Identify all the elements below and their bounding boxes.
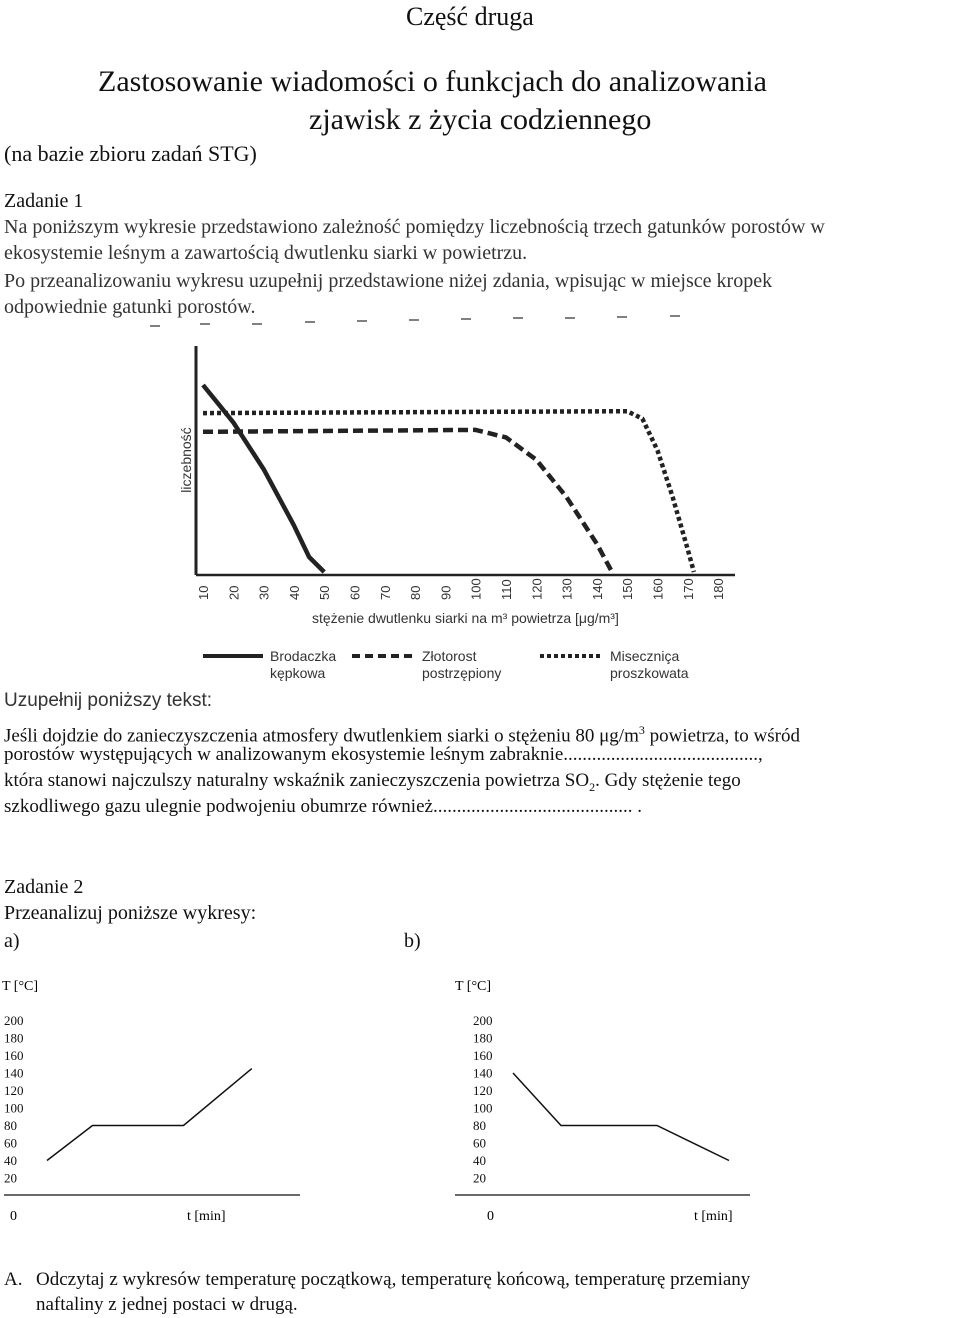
legend-label-1b: kępkowa xyxy=(270,665,326,681)
y-tick-label: 200 xyxy=(473,1013,493,1028)
y-tick-label: 40 xyxy=(4,1153,17,1168)
chart-a-xlabel: t [min] xyxy=(187,1209,226,1224)
legend-label-2a: Złotorost xyxy=(422,648,477,664)
x-tick-label: 110 xyxy=(499,579,514,600)
y-tick-label: 60 xyxy=(473,1135,486,1151)
temperature-line xyxy=(513,1073,729,1161)
fill-text-b: powietrza, to wśród xyxy=(644,725,801,747)
x-tick-label: 160 xyxy=(650,578,666,600)
chart-b-origin: 0 xyxy=(487,1209,494,1224)
x-tick-label: 150 xyxy=(620,578,636,600)
y-tick-label: 120 xyxy=(4,1083,24,1098)
y-tick-label: 160 xyxy=(4,1048,24,1063)
fill-text-3b: . Gdy stężenie tego xyxy=(595,770,741,791)
page-title: Zastosowanie wiadomości o funkcjach do analizowania xyxy=(98,65,767,98)
panel-a-label: a) xyxy=(4,930,20,952)
fill-text-line2: porostów występujących w analizowanym ekosystemie leśnym zabraknie........................................., xyxy=(4,744,763,765)
x-tick-label: 10 xyxy=(196,585,211,600)
x-tick-label: 30 xyxy=(256,585,272,600)
legend-label-2b: postrzępiony xyxy=(422,665,502,681)
chart-a-origin: 0 xyxy=(10,1209,17,1224)
y-tick-label: 100 xyxy=(473,1100,493,1116)
y-tick-label: 180 xyxy=(4,1030,24,1046)
y-tick-label: 140 xyxy=(4,1065,24,1081)
fill-text-a: Jeśli dojdzie do zanieczyszczenia atmosfery dwutlenkiem siarki o stężeniu 80 μg/m xyxy=(4,725,639,747)
legend-label-3a: Miseczniça xyxy=(610,648,680,664)
page-subtitle: zjawisk z życia codziennego xyxy=(309,103,652,136)
fill-text-sup: 3 xyxy=(638,723,645,737)
y-tick-label: 40 xyxy=(473,1153,486,1168)
fill-heading: Uzupełnij poniższy tekst: xyxy=(4,690,213,711)
x-tick-label: 40 xyxy=(286,585,302,600)
y-tick-label: 160 xyxy=(473,1048,493,1063)
task1-instr-line1: Po przeanalizowaniu wykresu uzupełnij przedstawione niżej zdania, wpisując w miejsce kropek xyxy=(4,270,773,292)
source-note: (na bazie zbioru zadań STG) xyxy=(4,141,257,166)
task1-instr-line2: odpowiednie gatunki porostów. xyxy=(4,296,256,318)
chart-b-ylabel: T [°C] xyxy=(455,979,492,994)
lichen-legend xyxy=(203,648,689,681)
x-tick-label: 60 xyxy=(347,585,363,600)
task1-intro-line2: ekosystemie leśnym a zawartością dwutlenku siarki w powietrzu. xyxy=(4,242,528,264)
task1-heading: Zadanie 1 xyxy=(4,190,84,212)
y-tick-label: 60 xyxy=(4,1135,17,1151)
y-tick-label: 80 xyxy=(4,1118,17,1133)
task1-intro-line1: Na poniższym wykresie przedstawiono zależność pomiędzy liczebnością trzech gatunków porostów w xyxy=(4,216,825,238)
y-tick-label: 180 xyxy=(473,1030,493,1046)
y-tick-label: 20 xyxy=(4,1170,17,1186)
y-tick-label: 20 xyxy=(473,1170,486,1186)
lichen-x-label: stężenie dwutlenku siarki na m³ powietrza [μg/m³] xyxy=(312,610,619,626)
question-a-label: A. xyxy=(4,1269,23,1290)
chart-b-xlabel: t [min] xyxy=(694,1209,733,1224)
x-tick-label: 90 xyxy=(438,585,454,600)
x-tick-label: 140 xyxy=(589,578,605,600)
question-a-line1: Odczytaj z wykresów temperaturę początkową, temperaturę końcową, temperaturę przemiany xyxy=(36,1269,751,1290)
y-tick-label: 100 xyxy=(4,1100,24,1116)
series-line-zlotorost xyxy=(203,430,612,572)
task2-heading: Zadanie 2 xyxy=(4,876,84,898)
x-tick-label: 120 xyxy=(529,578,545,600)
y-tick-label: 120 xyxy=(473,1083,493,1098)
y-tick-label: 200 xyxy=(4,1013,24,1028)
series-line-brodaczka xyxy=(203,385,324,572)
x-tick-label: 100 xyxy=(468,578,484,600)
fill-text-sub: 2 xyxy=(589,779,596,794)
scan-artifact-dashes xyxy=(150,316,680,326)
fill-text-3a: która stanowi najczulszy naturalny wskaźnik zanieczyszczenia powietrza SO xyxy=(4,770,590,791)
legend-label-3b: proszkowata xyxy=(610,665,689,681)
task2-instruction: Przeanalizuj poniższe wykresy: xyxy=(4,902,257,924)
y-tick-label: 140 xyxy=(473,1065,493,1081)
lichen-y-label: liczebność xyxy=(178,427,194,493)
x-tick-label: 70 xyxy=(377,585,393,600)
lichen-chart xyxy=(0,310,960,690)
panel-b-label: b) xyxy=(404,930,421,952)
x-tick-label: 20 xyxy=(226,585,242,600)
legend-label-1a: Brodaczka xyxy=(270,648,337,664)
y-tick-label: 80 xyxy=(473,1118,486,1133)
x-tick-label: 50 xyxy=(317,585,333,600)
x-tick-label: 170 xyxy=(680,578,696,600)
question-a-line2: naftaliny z jednej postaci w drugą. xyxy=(36,1294,298,1315)
temperature-line xyxy=(47,1069,252,1161)
fill-text-line4: szkodliwego gazu ulegnie podwojeniu obumrze również.......................................... . xyxy=(4,796,642,817)
x-tick-label: 80 xyxy=(408,585,424,600)
temperature-charts xyxy=(0,970,960,1240)
x-tick-label: 130 xyxy=(559,578,575,600)
chart-a-ylabel: T [°C] xyxy=(2,979,39,994)
x-tick-label: 180 xyxy=(711,578,727,600)
part-title: Część druga xyxy=(406,2,534,31)
